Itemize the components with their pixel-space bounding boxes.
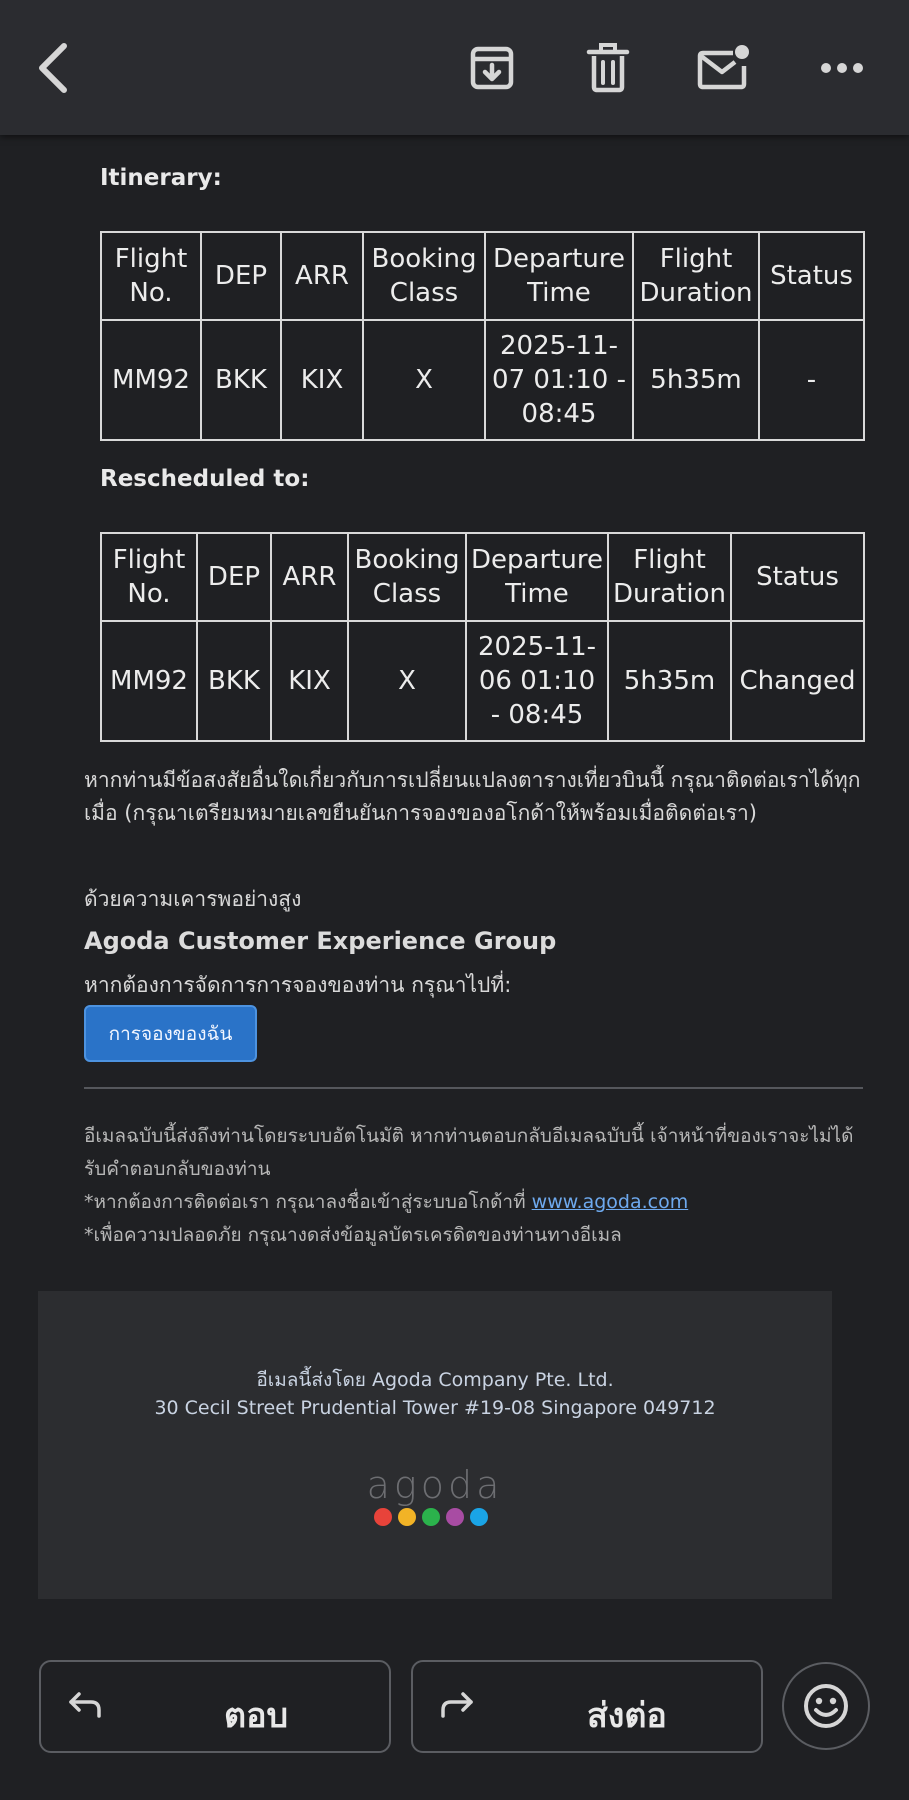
rescheduled-table — [100, 532, 865, 742]
logo-dot-purple — [446, 1508, 464, 1526]
cell-booking-class: X — [348, 621, 466, 741]
forward-button[interactable] — [411, 1660, 763, 1753]
back-button[interactable] — [22, 36, 86, 100]
header-dep: DEP — [197, 533, 271, 621]
header-departure-time: Departure Time — [485, 232, 633, 320]
more-horizontal-icon — [820, 62, 864, 74]
contact-notice-text: *หากต้องการติดต่อเรา กรุณาลงชื่อเข้าสู่ระบบอโกด้าที่ — [84, 1191, 526, 1213]
header-dep: DEP — [201, 232, 281, 320]
cell-flight-duration: 5h35m — [633, 320, 759, 440]
archive-button[interactable] — [460, 36, 524, 100]
my-booking-button[interactable]: การจองของฉัน — [84, 1005, 257, 1062]
table-header-row — [101, 533, 864, 621]
regards-text: ด้วยความเคารพอย่างสูง — [84, 887, 302, 911]
cell-arr: KIX — [281, 320, 363, 440]
header-flight-duration: Flight Duration — [608, 533, 731, 621]
table-row — [101, 621, 864, 741]
agoda-logo: agoda — [366, 1463, 504, 1507]
reply-label: ตอบ — [224, 1696, 289, 1736]
cell-flight-no: MM92 — [101, 621, 197, 741]
cell-status: Changed — [731, 621, 864, 741]
forward-label: ส่งต่อ — [587, 1696, 667, 1736]
cell-booking-class: X — [363, 320, 485, 440]
header-arr: ARR — [271, 533, 348, 621]
itinerary-table — [100, 231, 865, 441]
mark-unread-button[interactable] — [692, 36, 756, 100]
archive-download-icon — [468, 44, 516, 92]
trash-icon — [586, 43, 630, 93]
header-status: Status — [731, 533, 864, 621]
mail-unread-icon — [697, 44, 751, 92]
reply-arrow-icon — [67, 1690, 103, 1720]
chevron-left-icon — [34, 40, 74, 96]
company-address: 30 Cecil Street Prudential Tower #19-08 Singapore 049712 — [154, 1397, 716, 1419]
manage-booking-text: หากต้องการจัดการการจองของท่าน กรุณาไปที่: — [84, 973, 512, 997]
security-notice: *เพื่อความปลอดภัย กรุณางดส่งข้อมูลบัตรเครดิตของท่านทางอีเมล — [84, 1224, 622, 1246]
agoda-website-link[interactable]: www.agoda.com — [531, 1191, 689, 1213]
signature-name: Agoda Customer Experience Group — [84, 927, 557, 955]
cell-arr: KIX — [271, 621, 348, 741]
question-paragraph: หากท่านมีข้อสงสัยอื่นใดเกี่ยวกับการเปลี่ยนแปลงตารางเที่ยวบินนี้ กรุณาติดต่อเราได้ทุกเมื่อ (กรุณาเตรียมหมายเลขยืนยันการจองของอโกด้าให้พร้อมเมื่อติดต่อเรา) — [84, 768, 861, 825]
emoji-reaction-button[interactable] — [782, 1662, 870, 1750]
table-row — [101, 320, 864, 440]
delete-button[interactable] — [576, 36, 640, 100]
contact-notice — [84, 1186, 874, 1219]
forward-arrow-icon — [439, 1690, 475, 1720]
divider — [84, 1087, 863, 1089]
header-flight-no: Flight No. — [101, 533, 197, 621]
rescheduled-title: Rescheduled to: — [100, 466, 310, 492]
cell-flight-no: MM92 — [101, 320, 201, 440]
header-booking-class: Booking Class — [348, 533, 466, 621]
itinerary-title: Itinerary: — [100, 165, 222, 191]
logo-dot-yellow — [398, 1508, 416, 1526]
header-booking-class: Booking Class — [363, 232, 485, 320]
cell-departure-time: 2025-11-06 01:10 - 08:45 — [466, 621, 608, 741]
cell-flight-duration: 5h35m — [608, 621, 731, 741]
footer-box — [38, 1291, 832, 1599]
header-status: Status — [759, 232, 864, 320]
reply-button[interactable] — [39, 1660, 391, 1753]
cell-departure-time: 2025-11-07 01:10 - 08:45 — [485, 320, 633, 440]
agoda-logo-dots — [374, 1508, 488, 1526]
logo-dot-blue — [470, 1508, 488, 1526]
auto-email-notice: อีเมลฉบับนี้ส่งถึงท่านโดยระบบอัตโนมัติ หากท่านตอบกลับอีเมลฉบับนี้ เจ้าหน้าที่ของเราจะไม่ได้รับคำตอบกลับของท่าน — [84, 1125, 854, 1180]
logo-dot-green — [422, 1508, 440, 1526]
header-flight-duration: Flight Duration — [633, 232, 759, 320]
cell-dep: BKK — [197, 621, 271, 741]
top-toolbar — [0, 0, 909, 135]
sender-text: อีเมลนี้ส่งโดย Agoda Company Pte. Ltd. — [256, 1369, 614, 1391]
header-flight-no: Flight No. — [101, 232, 201, 320]
more-options-button[interactable] — [810, 36, 874, 100]
table-header-row — [101, 232, 864, 320]
cell-status: - — [759, 320, 864, 440]
cell-dep: BKK — [201, 320, 281, 440]
header-arr: ARR — [281, 232, 363, 320]
smiley-icon — [803, 1683, 849, 1729]
logo-dot-red — [374, 1508, 392, 1526]
header-departure-time: Departure Time — [466, 533, 608, 621]
